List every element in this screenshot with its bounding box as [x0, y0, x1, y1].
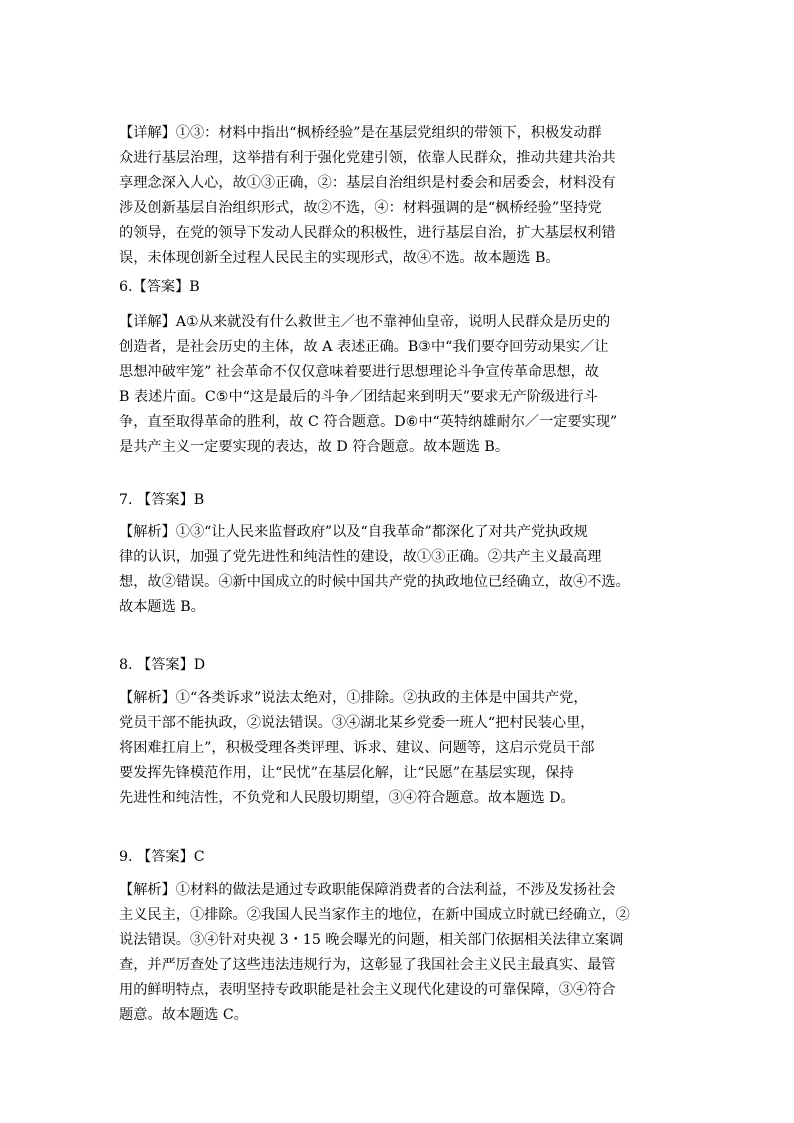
- text-line: 要发挥先锋模范作用，让“民忧”在基层化解，让“民愿”在基层实现，保持: [119, 765, 574, 781]
- text-line: 党员干部不能执政，②说法错误。③④湖北某乡党委一班人“把村民装心里，: [119, 715, 595, 731]
- q7-explanation: [119, 520, 679, 620]
- q9-explanation: [119, 878, 679, 1028]
- q7-answer-heading: 7. 【答案】B: [119, 492, 205, 508]
- q6-answer-heading: 6.【答案】B: [119, 279, 200, 295]
- text-line: B 表述片面。C⑤中“这是最后的斗争／团结起来到明天”要求无产阶级进行斗: [119, 389, 598, 405]
- text-line: 【解析】①“各类诉求”说法太绝对，①排除。②执政的主体是中国共产党，: [119, 690, 588, 706]
- text-line: 题意。故本题选 C。: [119, 1007, 248, 1023]
- q8-answer-heading: 8. 【答案】D: [119, 657, 206, 673]
- q9-answer-heading: 9. 【答案】C: [119, 849, 205, 865]
- text-line: 故本题选 B。: [119, 599, 205, 615]
- text-line: 争，直至取得革命的胜利，故 C 符合题意。D⑥中“英特纳雄耐尔／一定要实现”: [119, 414, 618, 430]
- text-line: 涉及创新基层自治组织形式，故②不选，④：材料强调的是“枫桥经验”坚持党: [119, 200, 602, 216]
- text-line: 想，故②错误。④新中国成立的时候中国共产党的执政地位已经确立，故④不选。: [119, 574, 630, 590]
- q8-explanation: [119, 686, 679, 811]
- text-line: 是共产主义一定要实现的表达，故 D 符合题意。故本题选 B。: [119, 439, 510, 455]
- q6-explanation: [119, 310, 679, 460]
- text-line: 用的鲜明特点，表明坚持专政职能是社会主义现代化建设的可靠保障，③④符合: [119, 982, 616, 998]
- text-line: 的领导，在党的领导下发动人民群众的积极性，进行基层自治，扩大基层权利错: [119, 225, 616, 241]
- text-line: 【详解】①③：材料中指出“枫桥经验”是在基层党组织的带领下，积极发动群: [119, 125, 602, 141]
- q5-explanation: [119, 121, 679, 271]
- text-line: 误，未体现创新全过程人民民主的实现形式，故④不选。故本题选 B。: [119, 250, 560, 266]
- text-line: 【详解】A①从来就没有什么救世主／也不靠神仙皇帝，说明人民群众是历史的: [119, 314, 611, 330]
- text-line: 先进性和纯洁性，不负党和人民殷切期望，③④符合题意。故本题选 D。: [119, 790, 575, 806]
- text-line: 创造者，是社会历史的主体，故 A 表述正确。B③中“我们要夺回劳动果实／让: [119, 339, 609, 355]
- text-line: 众进行基层治理，这举措有利于强化党建引领，依靠人民群众，推动共建共治共: [119, 150, 616, 166]
- text-line: 思想冲破牢笼” 社会革命不仅仅意味着要进行思想理论斗争宣传革命思想，故: [119, 364, 599, 380]
- text-line: 将困难扛肩上”，积极受理各类评理、诉求、建议、问题等，这启示党员干部: [119, 740, 595, 756]
- text-line: 说法错误。③④针对央视 3・15 晚会曝光的问题，相关部门依据相关法律立案调: [119, 932, 624, 948]
- text-line: 【解析】①③“让人民来监督政府”以及“自我革命”都深化了对共产党执政规: [119, 524, 588, 540]
- text-line: 查，并严厉查处了这些违法违规行为，这彰显了我国社会主义民主最真实、最管: [119, 957, 616, 973]
- text-line: 【解析】①材料的做法是通过专政职能保障消费者的合法利益，不涉及发扬社会: [119, 882, 616, 898]
- text-line: 主义民主，①排除。②我国人民当家作主的地位，在新中国成立时就已经确立，②: [119, 907, 630, 923]
- text-line: 律的认识，加强了党先进性和纯洁性的建设，故①③正确。②共产主义最高理: [119, 549, 602, 565]
- text-line: 享理念深入人心，故①③正确，②：基层自治组织是村委会和居委会，材料没有: [119, 175, 616, 191]
